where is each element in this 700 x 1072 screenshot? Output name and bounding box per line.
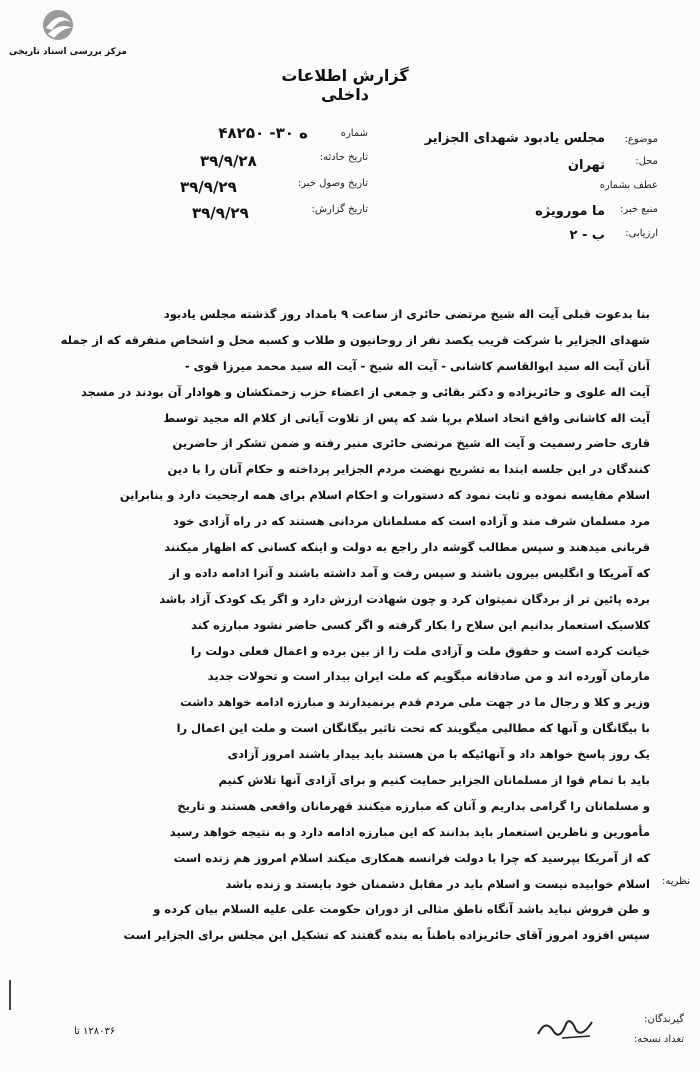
signature-icon — [532, 1014, 602, 1044]
body-line: خیانت کرده است و حقوق ملت و آزادی ملت را از بین برده و اعمال فعلی دولت را — [190, 643, 650, 658]
body-line: آیت اله کاشانی واقع اتحاد اسلام برپا شد که پس از تلاوت آیاتی از کلام اله مجید توسط — [163, 410, 650, 425]
body-line: بنا بدعوت قبلی آیت اله شیخ مرتضی حائری از ساعت ۹ بامداد روز گذشته مجلس یادبود — [163, 307, 650, 321]
source-label: منبع خبر: — [620, 204, 658, 215]
place-value: تهران — [567, 158, 605, 173]
margin-mark-icon — [6, 980, 14, 1010]
body-line: اسلام مقایسه نموده و ثابت نمود که دستورات و احکام اسلام برای همه ارجحیت دارد و بنابراین — [119, 488, 650, 503]
event-date-label: تاریخ حادثه: — [319, 152, 368, 163]
recipients-label: گیرندگان: — [644, 1014, 684, 1025]
copies-label: تعداد نسخه: — [633, 1034, 684, 1045]
body-line: مارمان آورده اند و من صادقانه میگویم که ملت ایران بیدار است و تحولات جدید — [207, 669, 650, 684]
received-date-label: تاریخ وصول خبر: — [297, 178, 368, 189]
body-line: سپس افزود امروز آقای حائریزاده باطناً به بنده گفتند که تشکیل این مجلس برای الجزایر است — [123, 928, 650, 943]
body-line: قربانی میدهند و سپس مطالب گوشه دار راجع به دولت و اینکه کسانی که اظهار میکنند — [164, 540, 650, 555]
body-line: که آمریکا و انگلیس بیرون باشند و سپس رفت و آمد داشته باشند و آنرا ادامه داده و از — [169, 565, 650, 580]
related-file-label: عطف بشماره — [599, 180, 658, 191]
subject-value: مجلس یادبود شهدای الجزایر — [424, 131, 605, 146]
body-line: کلاسیک استعمار بدانیم این سلاح را بکار گرفته و اگر کسی حاضر نشود مبارزه کند — [191, 617, 650, 632]
body-line: و طن فروش نباید باشد آنگاه ناطق مثالی از دوران حکومت علی علیه السلام بیان کرده و — [153, 902, 650, 917]
body-line: یک روز پاسخ خواهد داد و آنهائیکه با من هستند باید بیدار باشند امروز آزادی — [227, 747, 650, 762]
body-line: قاری حاضر رسمیت و آیت اله شیخ مرتضی حائری منبر رفته و ضمن تشکر از حاضرین — [172, 436, 650, 451]
body-line: برده پائین تر از بردگان نمیتوان کرد و چون شهادت ارزش دارد و اگر یک کودک آزاد باشد — [159, 591, 650, 606]
archive-name: مرکز بررسی اسناد تاریخی — [8, 47, 128, 57]
report-body — [60, 302, 650, 949]
assessment-label: ارزیابی: — [625, 228, 658, 239]
body-line: مرد مسلمان شرف مند و آزاده است که مسلمانان مردانی هستند که در راه آزادی خود — [173, 514, 650, 529]
margin-note: نظریه: — [661, 876, 690, 887]
body-line: آنان آیت اله سید ابوالقاسم کاشانی - آیت اله شیخ - آیت اله سید محمد میرزا قوی - — [184, 358, 650, 373]
body-line: شهدای الجزایر با شرکت قریب یکصد نفر از روحانیون و طلاب و کسبه محل و اشخاص متفرقه که از جمله — [60, 332, 650, 347]
source-value: ما مورویژه — [535, 204, 605, 219]
body-line: که از آمریکا بپرسید که چرا با دولت فرانسه همکاری میکند اسلام امروز هم زنده است — [173, 850, 650, 865]
body-line: وزیر و کلا و رجال ما در جهت ملی مردم قدم برنمیدارند و مبارزه ادامه خواهد داشت — [180, 695, 650, 710]
place-label: محل: — [635, 156, 658, 167]
event-date-value: ۳۹/۹/۲۸ — [200, 152, 257, 170]
body-line: آیت اله علوی و حائریزاده و دکتر بقائی و جمعی از اعضاء حزب زحمتکشان و هوادار آن بودند در مسجد — [81, 384, 650, 399]
number-value: ۴۸۲۵۰ -۳۰ ه — [218, 124, 308, 142]
number-label: شماره — [340, 128, 368, 139]
report-title: گزارش اطلاعات داخلی — [281, 66, 409, 104]
body-line: مأمورین و ناظرین استعمار باید بدانند که این مبارزه ادامه دارد و به نتیجه خواهد رسید — [169, 824, 650, 839]
subject-label: موضوع: — [624, 134, 658, 145]
archive-logo-icon — [38, 8, 78, 42]
body-line: کنندگان در این جلسه ابتدا به تشریح نهضت مردم الجزایر پرداخته و حکام آنان را با دین — [167, 462, 650, 477]
report-date-label: تاریخ گزارش: — [311, 204, 368, 215]
report-date-value: ۳۹/۹/۲۹ — [192, 204, 249, 222]
assessment-value: ب - ۲ — [569, 228, 605, 243]
document-code: ۱۲۸۰۳۶ تا — [74, 1026, 116, 1037]
body-line: باید با تمام قوا از مسلمانان الجزایر حمایت کنیم و برای آزادی آنها تلاش کنیم — [218, 773, 650, 788]
body-line: و مسلمانان را گرامی بداریم و آنان که مبارزه میکنند قهرمانان واقعی هستند و تاریخ — [177, 798, 650, 813]
body-line: با بیگانگان و آنها که مطالبی میگویند که تحت تاثیر بیگانگان است و ملت این اعمال را — [176, 721, 650, 736]
received-date-value: ۳۹/۹/۲۹ — [180, 178, 237, 196]
body-line: اسلام خوابیده نیست و اسلام باید در مقابل دشمنان خود بایستد و زنده باشد — [225, 876, 650, 891]
